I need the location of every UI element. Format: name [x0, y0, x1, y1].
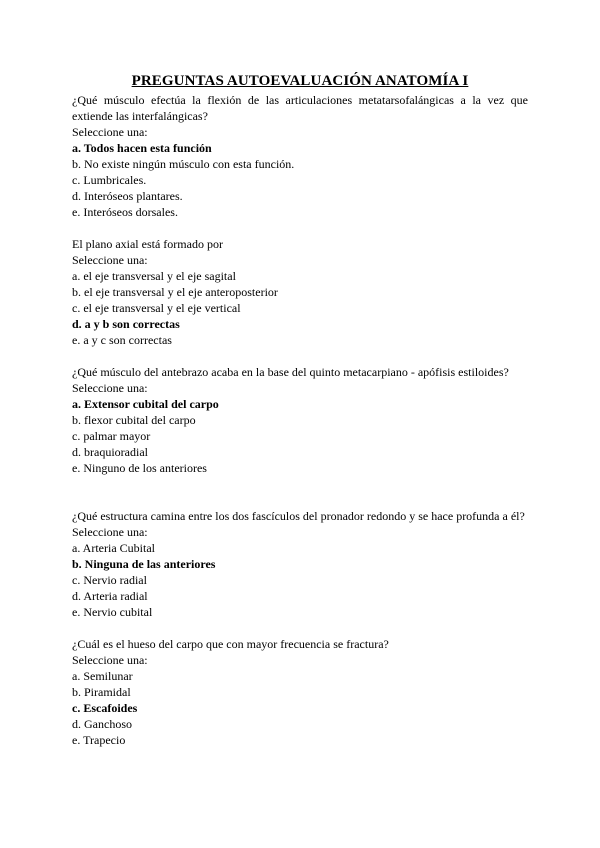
- spacer: [72, 348, 528, 364]
- option-c: c. Lumbricales.: [72, 173, 147, 187]
- question-text: ¿Qué músculo efectúa la flexión de las articulaciones metatarsofalángicas a la vez que extiende las interfalángicas?: [72, 93, 528, 123]
- question-text: ¿Cuál es el hueso del carpo que con mayor frecuencia se fractura?: [72, 637, 389, 651]
- question-3: [72, 364, 528, 476]
- question-prompt: Seleccione una:: [72, 253, 148, 267]
- option-e: e. a y c son correctas: [72, 333, 172, 347]
- option-b: b. flexor cubital del carpo: [72, 413, 196, 427]
- option-a-correct: a. Todos hacen esta función: [72, 141, 212, 155]
- option-d: d. Interóseos plantares.: [72, 189, 183, 203]
- spacer: [72, 220, 528, 236]
- question-5: [72, 636, 528, 748]
- option-d-correct: d. a y b son correctas: [72, 317, 180, 331]
- option-c: c. el eje transversal y el eje vertical: [72, 301, 241, 315]
- question-prompt: Seleccione una:: [72, 525, 148, 539]
- option-a: a. el eje transversal y el eje sagital: [72, 269, 236, 283]
- option-a: a. Arteria Cubital: [72, 541, 155, 555]
- option-e: e. Trapecio: [72, 733, 126, 747]
- option-b: b. Piramidal: [72, 685, 131, 699]
- question-2: [72, 236, 528, 348]
- spacer: [72, 620, 528, 636]
- spacer: [72, 476, 528, 508]
- option-b: b. el eje transversal y el eje anteroposterior: [72, 285, 278, 299]
- question-prompt: Seleccione una:: [72, 653, 148, 667]
- option-c: c. Nervio radial: [72, 573, 147, 587]
- page-title: PREGUNTAS AUTOEVALUACIÓN ANATOMÍA I: [131, 73, 469, 89]
- option-a-correct: a. Extensor cubital del carpo: [72, 397, 219, 411]
- option-c-correct: c. Escafoides: [72, 701, 138, 715]
- option-e: e. Ninguno de los anteriores: [72, 461, 207, 475]
- question-4: [72, 508, 528, 620]
- question-prompt: Seleccione una:: [72, 125, 148, 139]
- question-text: ¿Qué estructura camina entre los dos fascículos del pronador redondo y se hace profunda a él?: [72, 509, 525, 523]
- option-d: d. braquioradial: [72, 445, 148, 459]
- question-prompt: Seleccione una:: [72, 381, 148, 395]
- option-d: d. Ganchoso: [72, 717, 132, 731]
- document-page: [72, 72, 528, 748]
- option-b: b. No existe ningún músculo con esta función.: [72, 157, 295, 171]
- question-text: ¿Qué músculo del antebrazo acaba en la base del quinto metacarpiano - apófisis estiloides?: [72, 365, 509, 379]
- option-a: a. Semilunar: [72, 669, 133, 683]
- option-e: e. Interóseos dorsales.: [72, 205, 178, 219]
- question-1: [72, 92, 528, 220]
- option-d: d. Arteria radial: [72, 589, 148, 603]
- option-b-correct: b. Ninguna de las anteriores: [72, 557, 216, 571]
- option-e: e. Nervio cubital: [72, 605, 153, 619]
- option-c: c. palmar mayor: [72, 429, 151, 443]
- question-text: El plano axial está formado por: [72, 237, 223, 251]
